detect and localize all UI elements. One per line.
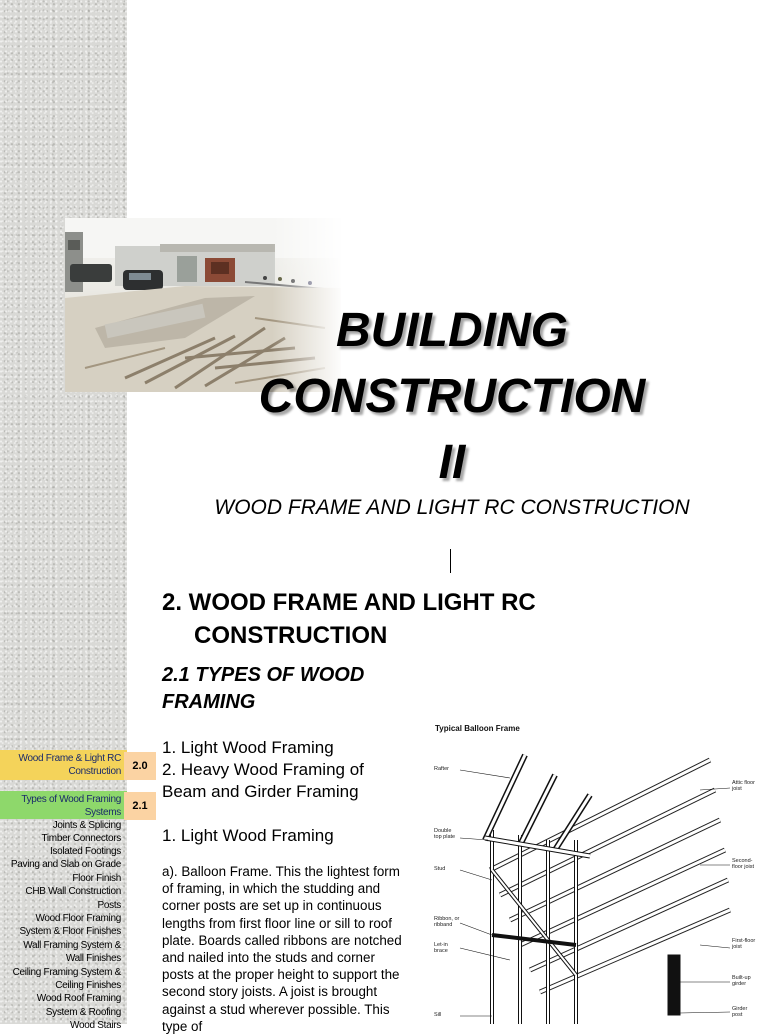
chapter-number-badge: 2.0	[124, 752, 156, 780]
balloon-frame-paragraph: a). Balloon Frame. This the lightest form of framing, in which the studding and corner posts are set up in continuous lengths from first floor line or sill to roof plate. Boards called ribbons are notched and nailed into the studs and corner posts at the proper height to support the second story joists. A joist is brought against a stud wherever possible. This type of	[162, 864, 402, 1034]
balloon-frame-figure	[430, 720, 768, 1024]
sidebar-item-ceiling-finishes[interactable]: Ceiling Finishes	[55, 980, 121, 991]
title-line-1: BUILDING	[336, 304, 568, 357]
subsection-heading-line-2: FRAMING	[162, 691, 256, 713]
sidebar-item-wall-framing[interactable]: Wall Framing System &	[23, 940, 121, 951]
text-cursor	[450, 549, 451, 573]
sidebar-item-timber-connectors[interactable]: Timber Connectors	[41, 833, 121, 844]
sidebar-item-current-section[interactable]: Types of Wood Framing Systems	[0, 791, 127, 819]
label-sill: Sill	[434, 1012, 442, 1018]
sidebar-nav	[0, 0, 127, 1031]
sidebar-item-wood-roof-framing[interactable]: Wood Roof Framing	[36, 993, 121, 1004]
sidebar-item-joints[interactable]: Joints & Splicing	[52, 820, 121, 831]
label-ribbon: Ribbon, or ribband	[434, 916, 460, 929]
list-item: 2. Heavy Wood Framing of	[162, 760, 364, 779]
sidebar-item-floor-finish[interactable]: Floor Finish	[72, 873, 121, 884]
section-heading-line-1: 2. WOOD FRAME AND LIGHT RC	[162, 589, 536, 616]
subtitle: WOOD FRAME AND LIGHT RC CONSTRUCTION	[214, 496, 690, 519]
list-item: Beam and Girder Framing	[162, 782, 359, 801]
sidebar-item-isolated-footings[interactable]: Isolated Footings	[49, 846, 121, 857]
sidebar-item-chb-wall[interactable]: CHB Wall Construction	[25, 886, 121, 897]
label-girder-post: Girder post	[732, 1006, 748, 1019]
label-rafter: Rafter	[434, 766, 449, 772]
sidebar-item-wall-finishes[interactable]: Wall Finishes	[65, 953, 121, 964]
title-line-2: CONSTRUCTION	[258, 370, 646, 423]
label-second-floor-joist: Second-floor joist	[732, 858, 755, 871]
sidebar-item-floor-finishes[interactable]: System & Floor Finishes	[19, 926, 121, 937]
figure-caption: Typical Balloon Frame	[435, 724, 520, 733]
subsection-heading-line-1: 2.1 TYPES OF WOOD	[162, 664, 365, 686]
label-stud: Stud	[434, 866, 446, 872]
section-number-badge: 2.1	[124, 792, 156, 820]
light-framing-heading: 1. Light Wood Framing	[162, 826, 334, 845]
sidebar-item-current-chapter[interactable]: Wood Frame & Light RC Construction	[0, 750, 127, 780]
section-heading-line-2: CONSTRUCTION	[194, 622, 388, 649]
label-let-in-brace: Let-in brace	[434, 942, 448, 955]
label-first-floor-joist: First-floor joist	[732, 938, 756, 951]
sidebar-item-wood-stairs[interactable]: Wood Stairs	[70, 1020, 121, 1031]
label-double-top-plate: Double top plate	[434, 828, 456, 841]
sidebar-item-ceiling-framing[interactable]: Ceiling Framing System &	[12, 967, 121, 978]
sidebar-item-paving[interactable]: Paving and Slab on Grade	[10, 859, 121, 870]
label-attic-floor-joist: Attic floor joist	[732, 780, 755, 793]
framing-types-list	[162, 737, 412, 803]
sidebar-item-roofing[interactable]: System & Roofing	[45, 1007, 121, 1018]
sidebar-item-wood-floor-framing[interactable]: Wood Floor Framing	[35, 913, 121, 924]
subsection-heading	[162, 662, 422, 716]
label-builtup-girder: Built-up girder	[732, 975, 751, 988]
sidebar-item-posts[interactable]: Posts	[97, 900, 121, 911]
list-item: 1. Light Wood Framing	[162, 738, 334, 757]
section-heading	[162, 586, 622, 652]
title-line-3: II	[438, 436, 466, 489]
